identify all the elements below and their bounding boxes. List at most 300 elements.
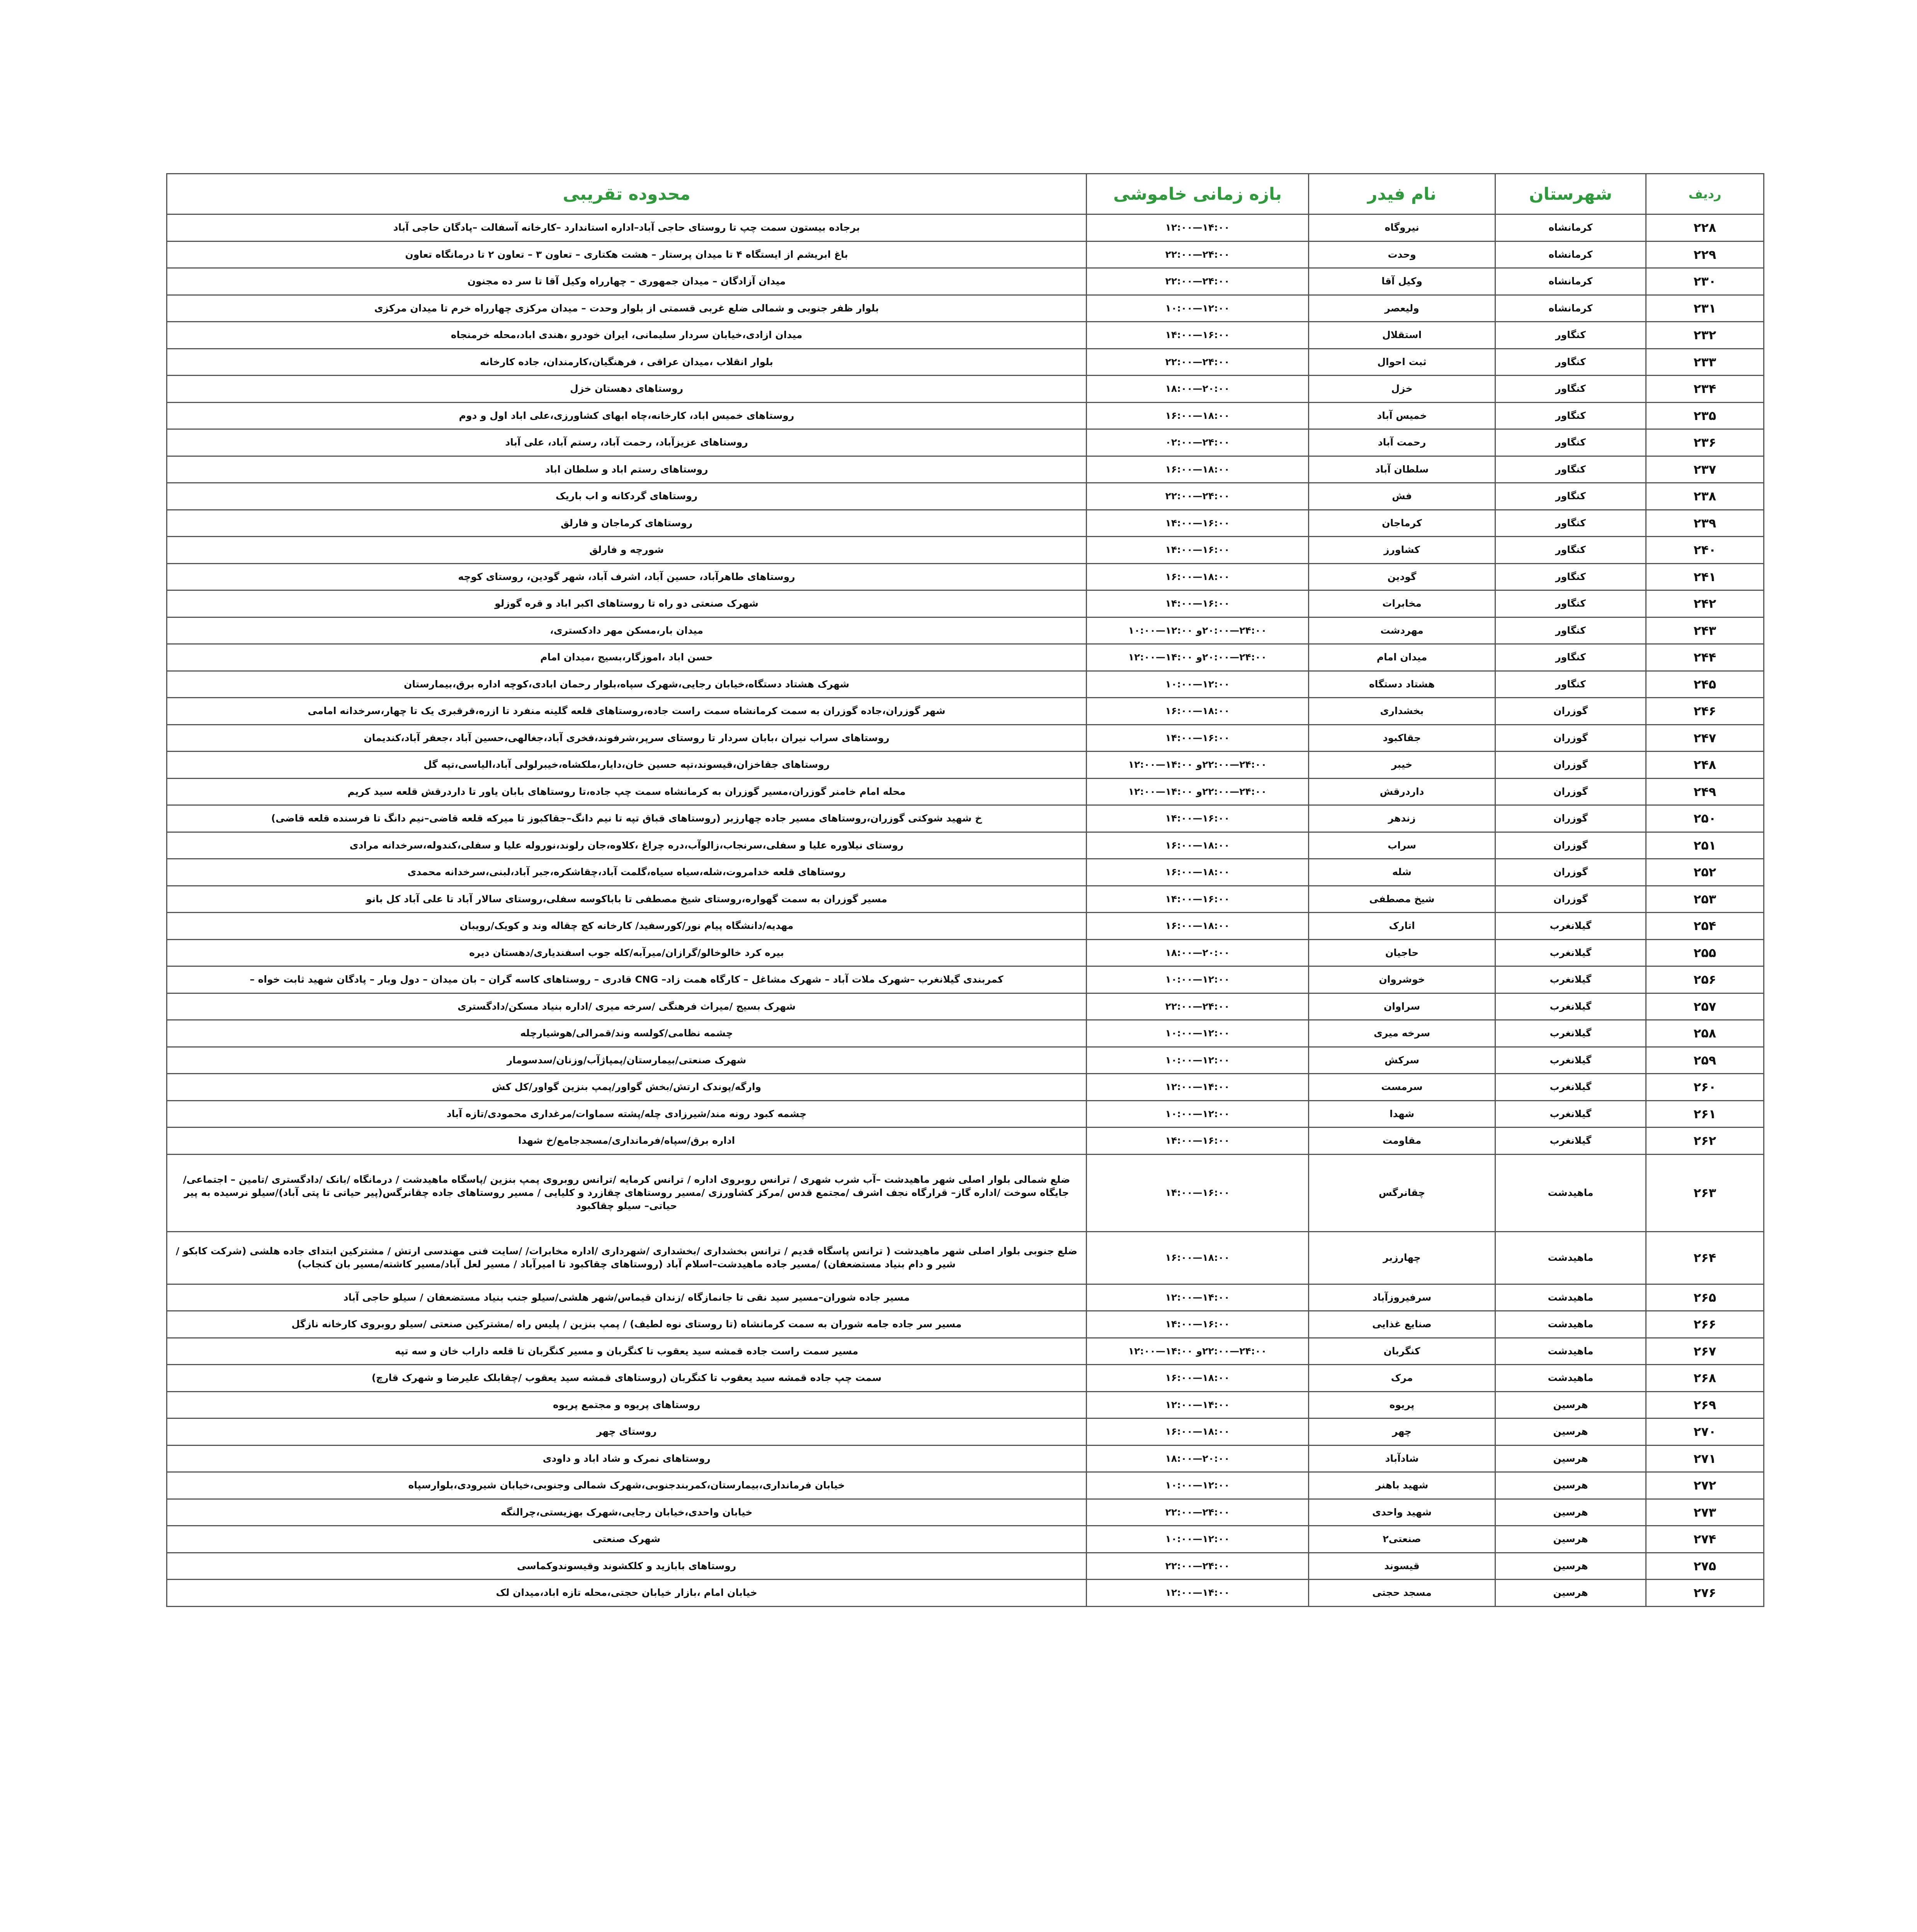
cell-row-number: ۲۵۹ [1646, 1047, 1764, 1074]
cell-city: گیلانغرب [1495, 939, 1646, 966]
cell-outage-time: ۱۶:۰۰—۱۴:۰۰ [1087, 724, 1309, 752]
cell-feeder: چهر [1309, 1418, 1495, 1446]
table-row [167, 1128, 1764, 1155]
cell-outage-time: ۱۴:۰۰—۱۲:۰۰ [1087, 1580, 1309, 1607]
cell-row-number: ۲۲۹ [1646, 241, 1764, 268]
cell-area: شهرک بسیج /میراث فرهنگی /سرخه میری /اداره بنیاد مسکن/دادگستری [167, 993, 1087, 1020]
cell-area: خیابان امام ،بازار خیابان حجتی،محله تازه اباد،میدان لک [167, 1580, 1087, 1607]
cell-city: گیلانغرب [1495, 993, 1646, 1020]
table-row [167, 617, 1764, 644]
cell-outage-time: ۱۸:۰۰—۱۶:۰۰ [1087, 1418, 1309, 1446]
cell-area: مسیر جاده شوران–مسیر سید نقی تا جانمازگاه /زندان قیماس/شهر هلشی/سیلو جنب بنیاد مستضعفان / سیلو حاجی آباد [167, 1284, 1087, 1311]
cell-area: بلوار انقلاب ،میدان عراقی ، فرهنگیان،کارمندان، جاده کارخانه [167, 349, 1087, 376]
cell-feeder: نیروگاه [1309, 214, 1495, 242]
cell-row-number: ۲۷۳ [1646, 1499, 1764, 1526]
cell-outage-time: ۱۲:۰۰—۱۰:۰۰ [1087, 966, 1309, 993]
cell-city: کنگاور [1495, 563, 1646, 590]
cell-outage-time: ۱۴:۰۰—۱۲:۰۰ [1087, 214, 1309, 242]
cell-outage-time: ۲۴:۰۰—۲۰:۰۰و ۱۲:۰۰—۱۰:۰۰ [1087, 617, 1309, 644]
cell-row-number: ۲۵۰ [1646, 805, 1764, 832]
cell-city: کنگاور [1495, 376, 1646, 403]
cell-city: کنگاور [1495, 617, 1646, 644]
cell-row-number: ۲۵۳ [1646, 886, 1764, 913]
cell-row-number: ۲۵۸ [1646, 1020, 1764, 1047]
cell-area: مسیر سر جاده جامه شوران به سمت کرمانشاه (تا روستای نوه لطیف) / پمپ بنزین / پلیس راه /مشترکین صنعتی /سیلو روبروی کارخانه نازگل [167, 1311, 1087, 1338]
table-row [167, 832, 1764, 859]
cell-feeder: ولیعصر [1309, 295, 1495, 322]
cell-area: ضلع جنوبی بلوار اصلی شهر ماهیدشت ( ترانس پاسگاه قدیم / ترانس بخشداری /بخشداری /شهرداری /اداره مخابرات/ /سایت فنی مهندسی ارتش / مشترکین ابتدای جاده هلشی (شرکت کابکو / شیر و دام بنیاد مستضعفان) /مسیر جاده ماهیدشت–اسلام آباد (روستاهای چقاکبود تا امیرآباد / مسیر لعل آباد/مسیر کاشته/مسیر بان کنجاب) [167, 1231, 1087, 1284]
table-row [167, 1418, 1764, 1446]
cell-row-number: ۲۵۴ [1646, 913, 1764, 940]
cell-feeder: استقلال [1309, 322, 1495, 349]
cell-outage-time: ۲۰:۰۰—۱۸:۰۰ [1087, 1445, 1309, 1472]
cell-row-number: ۲۴۷ [1646, 724, 1764, 752]
table-row [167, 1526, 1764, 1553]
table-row [167, 671, 1764, 698]
cell-feeder: هشتاد دستگاه [1309, 671, 1495, 698]
cell-city: گیلانغرب [1495, 1100, 1646, 1128]
cell-area: برجاده بیستون سمت چپ تا روستای حاجی آباد–اداره استاندارد –کارخانه آسفالت –پادگان حاجی آباد [167, 214, 1087, 242]
cell-feeder: چقانرگس [1309, 1154, 1495, 1231]
cell-feeder: مسجد حجتی [1309, 1580, 1495, 1607]
cell-area: چشمه نظامی/کولسه وند/قمرالی/هوشیارچله [167, 1020, 1087, 1047]
cell-feeder: سراب [1309, 832, 1495, 859]
cell-area: شورچه و فارلق [167, 537, 1087, 564]
cell-area: مهدیه/دانشگاه پیام نور/کورسفید/ کارخانه کچ چقاله وند و کویک/رویبان [167, 913, 1087, 940]
cell-row-number: ۲۶۰ [1646, 1074, 1764, 1101]
cell-feeder: شهدا [1309, 1100, 1495, 1128]
cell-city: هرسین [1495, 1580, 1646, 1607]
cell-city: کنگاور [1495, 537, 1646, 564]
cell-row-number: ۲۴۰ [1646, 537, 1764, 564]
cell-city: کرمانشاه [1495, 295, 1646, 322]
cell-area: وارگه/پوندک ارتش/بخش گواور/پمپ بنزین گواور/کل کش [167, 1074, 1087, 1101]
cell-row-number: ۲۴۸ [1646, 752, 1764, 779]
table-row [167, 1338, 1764, 1365]
cell-city: کرمانشاه [1495, 241, 1646, 268]
cell-row-number: ۲۵۵ [1646, 939, 1764, 966]
cell-city: گیلانغرب [1495, 1074, 1646, 1101]
cell-row-number: ۲۳۷ [1646, 456, 1764, 483]
cell-outage-time: ۲۴:۰۰—۲۲:۰۰ [1087, 993, 1309, 1020]
cell-outage-time: ۱۶:۰۰—۱۴:۰۰ [1087, 590, 1309, 617]
cell-area: باغ ابریشم از ایستگاه ۴ تا میدان پرستار – هشت هکتاری – تعاون ۳ – تعاون ۲ تا درمانگاه تعاون [167, 241, 1087, 268]
cell-city: هرسین [1495, 1418, 1646, 1446]
cell-row-number: ۲۴۹ [1646, 778, 1764, 805]
cell-area: کمربندی گیلانغرب –شهرک ملات آباد – شهرک مشاغل – کارگاه همت زاد– CNG قادری – روستاهای کاسه گران – بان میدان – دول وبار – پادگان شهید ثابت خواه – [167, 966, 1087, 993]
cell-outage-time: ۲۰:۰۰—۱۸:۰۰ [1087, 376, 1309, 403]
cell-area: روستاهای خمیس اباد، کارخانه،چاه ابهای کشاورزی،علی اباد اول و دوم [167, 402, 1087, 429]
cell-city: گوزران [1495, 805, 1646, 832]
cell-feeder: خوشروان [1309, 966, 1495, 993]
cell-area: خ شهید شوکتی گوزران،روستاهای مسیر جاده چهارزبر (روستاهای قباق تپه تا نیم دانگ–جقاکبوز تا میرکه قلعه قاضی–نیم دانگ تا فرسنده قلعه قاضی) [167, 805, 1087, 832]
table-row [167, 241, 1764, 268]
cell-feeder: مهردشت [1309, 617, 1495, 644]
cell-outage-time: ۱۲:۰۰—۱۰:۰۰ [1087, 1047, 1309, 1074]
header-row-number: ردیف [1646, 174, 1764, 214]
cell-outage-time: ۱۸:۰۰—۱۶:۰۰ [1087, 456, 1309, 483]
cell-feeder: سرفیروزآباد [1309, 1284, 1495, 1311]
cell-row-number: ۲۶۵ [1646, 1284, 1764, 1311]
cell-row-number: ۲۷۵ [1646, 1553, 1764, 1580]
cell-row-number: ۲۳۸ [1646, 483, 1764, 510]
cell-area: شهرک صنعتی/بیمارستان/پمپاژآب/وزنان/سدسومار [167, 1047, 1087, 1074]
cell-row-number: ۲۴۴ [1646, 644, 1764, 671]
table-row [167, 510, 1764, 537]
cell-row-number: ۲۷۱ [1646, 1445, 1764, 1472]
cell-outage-time: ۱۸:۰۰—۱۶:۰۰ [1087, 563, 1309, 590]
cell-outage-time: ۲۴:۰۰—۲۲:۰۰و ۱۴:۰۰—۱۲:۰۰ [1087, 752, 1309, 779]
cell-outage-time: ۱۴:۰۰—۱۲:۰۰ [1087, 1074, 1309, 1101]
cell-area: شهر گوزران،جاده گوزران به سمت کرمانشاه سمت راست جاده،روستاهای قلعه گلینه منفرد تا ازره،قرقبری یک تا چهار،سرخدانه امامی [167, 698, 1087, 725]
cell-outage-time: ۱۲:۰۰—۱۰:۰۰ [1087, 1100, 1309, 1128]
table-row [167, 456, 1764, 483]
cell-feeder: بخشداری [1309, 698, 1495, 725]
cell-outage-time: ۲۴:۰۰—۲۲:۰۰ [1087, 268, 1309, 295]
cell-feeder: خزل [1309, 376, 1495, 403]
cell-city: کنگاور [1495, 483, 1646, 510]
cell-outage-time: ۱۶:۰۰—۱۴:۰۰ [1087, 805, 1309, 832]
cell-feeder: سراوان [1309, 993, 1495, 1020]
cell-row-number: ۲۴۳ [1646, 617, 1764, 644]
cell-area: روستاهای دهستان خزل [167, 376, 1087, 403]
cell-row-number: ۲۳۴ [1646, 376, 1764, 403]
table-row [167, 268, 1764, 295]
cell-row-number: ۲۳۹ [1646, 510, 1764, 537]
header-area: محدوده تقریبی [167, 174, 1087, 214]
cell-city: گیلانغرب [1495, 966, 1646, 993]
cell-area: روستاهای گردکانه و اب باریک [167, 483, 1087, 510]
cell-area: ضلع شمالی بلوار اصلی شهر ماهیدشت –آب شرب شهری / ترانس روبروی اداره / ترانس کرمایه /ترانس روبروی پمپ بنزین /پاسگاه ماهیدشت / درمانگاه /بانک /دادگستری /تامین – اجتماعی/جایگاه سوخت /اداره گاز– قرارگاه نجف اشرف /مجتمع قدس /مرکز کشاورزی /مسیر روستاهای چقازرد و کلیایی / مسیر روستاهای جاده چقانرگس(پیر حیاتی تا پتی آباد)/سیلو نرسیده به پیر حیاتی– سیلو چقاکبود [167, 1154, 1087, 1231]
cell-city: ماهیدشت [1495, 1231, 1646, 1284]
cell-city: گوزران [1495, 752, 1646, 779]
cell-area: محله امام خامنر گوزران،مسیر گوزران به کرمانشاه سمت چپ جاده،تا روستاهای بابان یاور تا داردرقش قلعه سید کریم [167, 778, 1087, 805]
cell-city: کنگاور [1495, 510, 1646, 537]
cell-outage-time: ۱۶:۰۰—۱۴:۰۰ [1087, 886, 1309, 913]
table-row [167, 1100, 1764, 1128]
table-row [167, 913, 1764, 940]
cell-outage-time: ۲۴:۰۰—۲۲:۰۰و ۱۴:۰۰—۱۲:۰۰ [1087, 1338, 1309, 1365]
cell-outage-time: ۱۶:۰۰—۱۴:۰۰ [1087, 1154, 1309, 1231]
cell-row-number: ۲۷۶ [1646, 1580, 1764, 1607]
cell-area: روستاهای عزیزآباد، رحمت آباد، رستم آباد، علی آباد [167, 429, 1087, 456]
cell-outage-time: ۲۴:۰۰—۰۲:۰۰ [1087, 429, 1309, 456]
cell-area: روستای چهر [167, 1418, 1087, 1446]
cell-outage-time: ۱۸:۰۰—۱۶:۰۰ [1087, 1365, 1309, 1392]
cell-city: کرمانشاه [1495, 268, 1646, 295]
cell-city: هرسین [1495, 1499, 1646, 1526]
cell-city: گیلانغرب [1495, 1020, 1646, 1047]
cell-city: کرمانشاه [1495, 214, 1646, 242]
cell-row-number: ۲۳۶ [1646, 429, 1764, 456]
cell-feeder: شهید واحدی [1309, 1499, 1495, 1526]
cell-feeder: سرکش [1309, 1047, 1495, 1074]
cell-area: روستاهای پریوه و مجتمع پریوه [167, 1391, 1087, 1418]
outage-table [166, 173, 1764, 1607]
cell-outage-time: ۱۶:۰۰—۱۴:۰۰ [1087, 510, 1309, 537]
cell-outage-time: ۱۸:۰۰—۱۶:۰۰ [1087, 402, 1309, 429]
cell-outage-time: ۲۴:۰۰—۲۲:۰۰ [1087, 483, 1309, 510]
table-row [167, 1553, 1764, 1580]
cell-area: حسن اباد ،اموزگار،بسیج ،میدان امام [167, 644, 1087, 671]
table-row [167, 752, 1764, 779]
cell-feeder: داردرقش [1309, 778, 1495, 805]
cell-area: روستاهای طاهرآباد، حسین آباد، اشرف آباد، شهر گودین، روستای کوچه [167, 563, 1087, 590]
cell-city: گوزران [1495, 886, 1646, 913]
table-row [167, 778, 1764, 805]
cell-row-number: ۲۷۴ [1646, 1526, 1764, 1553]
cell-city: کنگاور [1495, 402, 1646, 429]
table-row [167, 214, 1764, 242]
cell-city: گیلانغرب [1495, 1047, 1646, 1074]
cell-feeder: صنعتی۲ [1309, 1526, 1495, 1553]
cell-outage-time: ۱۸:۰۰—۱۶:۰۰ [1087, 832, 1309, 859]
cell-area: میدان آزادگان – میدان جمهوری – چهارراه وکیل آقا تا سر ده مجنون [167, 268, 1087, 295]
cell-feeder: جقاکبود [1309, 724, 1495, 752]
cell-feeder: صنایع غذایی [1309, 1311, 1495, 1338]
table-row [167, 563, 1764, 590]
cell-feeder: شادآباد [1309, 1445, 1495, 1472]
cell-outage-time: ۲۴:۰۰—۲۲:۰۰ [1087, 1553, 1309, 1580]
cell-row-number: ۲۳۱ [1646, 295, 1764, 322]
table-row [167, 805, 1764, 832]
cell-city: کنگاور [1495, 349, 1646, 376]
table-row [167, 590, 1764, 617]
cell-area: چشمه کبود رونه مند/شیرزادی چله/پشته سماوات/مرغداری محمودی/تازه آباد [167, 1100, 1087, 1128]
cell-outage-time: ۲۰:۰۰—۱۸:۰۰ [1087, 939, 1309, 966]
cell-row-number: ۲۶۱ [1646, 1100, 1764, 1128]
cell-outage-time: ۱۸:۰۰—۱۶:۰۰ [1087, 859, 1309, 886]
table-row [167, 724, 1764, 752]
table-row [167, 376, 1764, 403]
cell-area: بلوار ظفر جنوبی و شمالی ضلع غربی قسمتی از بلوار وحدت – میدان مرکزی چهارراه خرم تا میدان مرکزی [167, 295, 1087, 322]
cell-city: ماهیدشت [1495, 1284, 1646, 1311]
cell-area: خیابان فرمانداری،بیمارستان،کمربندجنوبی،شهرک شمالی وجنوبی،خیابان شیرودی،بلوارسپاه [167, 1472, 1087, 1499]
table-row [167, 1365, 1764, 1392]
cell-feeder: سلطان آباد [1309, 456, 1495, 483]
cell-outage-time: ۱۲:۰۰—۱۰:۰۰ [1087, 1526, 1309, 1553]
cell-feeder: اتارک [1309, 913, 1495, 940]
table-row [167, 993, 1764, 1020]
cell-row-number: ۲۵۶ [1646, 966, 1764, 993]
cell-row-number: ۲۵۱ [1646, 832, 1764, 859]
cell-area: روستاهای نمرک و شاد اباد و داودی [167, 1445, 1087, 1472]
cell-area: شهرک صنعتی دو راه تا روستاهای اکبر اباد و قره گوزلو [167, 590, 1087, 617]
table-header-row [167, 174, 1764, 214]
cell-city: ماهیدشت [1495, 1154, 1646, 1231]
cell-area: مسیر سمت راست جاده قمشه سید یعقوب تا کنگربان و مسیر کنگربان تا قلعه داراب خان و سه تپه [167, 1338, 1087, 1365]
cell-feeder: شله [1309, 859, 1495, 886]
table-row [167, 939, 1764, 966]
table-row [167, 1284, 1764, 1311]
cell-city: کنگاور [1495, 429, 1646, 456]
cell-feeder: شهید باهنر [1309, 1472, 1495, 1499]
cell-area: روستاهای رستم اباد و سلطان اباد [167, 456, 1087, 483]
cell-city: کنگاور [1495, 456, 1646, 483]
table-row [167, 698, 1764, 725]
cell-outage-time: ۱۲:۰۰—۱۰:۰۰ [1087, 295, 1309, 322]
cell-city: گیلانغرب [1495, 913, 1646, 940]
cell-row-number: ۲۶۴ [1646, 1231, 1764, 1284]
cell-feeder: خیبر [1309, 752, 1495, 779]
cell-city: هرسین [1495, 1391, 1646, 1418]
table-row [167, 1231, 1764, 1284]
cell-area: روستاهای کرماجان و فارلق [167, 510, 1087, 537]
cell-feeder: وکیل آقا [1309, 268, 1495, 295]
cell-outage-time: ۱۸:۰۰—۱۶:۰۰ [1087, 913, 1309, 940]
cell-city: کنگاور [1495, 590, 1646, 617]
cell-outage-time: ۱۴:۰۰—۱۲:۰۰ [1087, 1284, 1309, 1311]
cell-feeder: سرمست [1309, 1074, 1495, 1101]
cell-area: شهرک هشتاد دستگاه،خیابان رجایی،شهرک سپاه،بلوار رحمان ابادی،کوچه اداره برق،بیمارستان [167, 671, 1087, 698]
cell-feeder: مقاومت [1309, 1128, 1495, 1155]
cell-feeder: چهارزبر [1309, 1231, 1495, 1284]
table-row [167, 537, 1764, 564]
table-body [167, 214, 1764, 1607]
table-row [167, 483, 1764, 510]
cell-outage-time: ۲۴:۰۰—۲۲:۰۰ [1087, 241, 1309, 268]
cell-outage-time: ۲۴:۰۰—۲۲:۰۰ [1087, 349, 1309, 376]
cell-city: کنگاور [1495, 644, 1646, 671]
cell-area: روستاهای قلعه خدامروت،شله،سیاه سیاه،گلمت آباد،چقاشکره،جبر آباد،لبنی،سرخدانه محمدی [167, 859, 1087, 886]
cell-row-number: ۲۴۵ [1646, 671, 1764, 698]
cell-city: ماهیدشت [1495, 1338, 1646, 1365]
cell-area: مسیر گوزران به سمت گهواره،روستای شیخ مصطفی تا باباکوسه سفلی،روستای سالار آباد تا علی آباد کل بانو [167, 886, 1087, 913]
table-row [167, 1311, 1764, 1338]
cell-feeder: شیخ مصطفی [1309, 886, 1495, 913]
cell-area: روستاهای سراب نیران ،بابان سردار تا روستای سرپر،شرفوند،فخری آباد،جغالهی،حسین آباد ،جعفر آباد،کندیمان [167, 724, 1087, 752]
cell-area: اداره برق/سپاه/فرمانداری/مسجدجامع/خ شهدا [167, 1128, 1087, 1155]
cell-feeder: حاجیان [1309, 939, 1495, 966]
table-row [167, 1020, 1764, 1047]
cell-area: روستاهای جقاخزان،قیسوند،تپه حسین خان،دایار،ملکشاه،خیبرلولی آباد،الیاسی،تپه گل [167, 752, 1087, 779]
header-city: شهرستان [1495, 174, 1646, 214]
table-row [167, 429, 1764, 456]
cell-feeder: قیسوند [1309, 1553, 1495, 1580]
cell-area: سمت چپ جاده قمشه سید یعقوب تا کنگربان (روستاهای قمشه سید یعقوب /چقابلک علیرضا و شهرک قارچ) [167, 1365, 1087, 1392]
cell-area: بیره کرد خالوخالو/گرازان/میرآبه/کله جوب اسفندیاری/دهستان دیره [167, 939, 1087, 966]
cell-outage-time: ۱۸:۰۰—۱۶:۰۰ [1087, 1231, 1309, 1284]
cell-row-number: ۲۶۸ [1646, 1365, 1764, 1392]
cell-feeder: رحمت آباد [1309, 429, 1495, 456]
outage-schedule-sheet [166, 173, 1754, 1607]
cell-outage-time: ۱۲:۰۰—۱۰:۰۰ [1087, 1020, 1309, 1047]
cell-outage-time: ۲۴:۰۰—۲۲:۰۰و ۱۴:۰۰—۱۲:۰۰ [1087, 778, 1309, 805]
cell-city: هرسین [1495, 1553, 1646, 1580]
cell-feeder: کنگربان [1309, 1338, 1495, 1365]
table-row [167, 966, 1764, 993]
table-row [167, 322, 1764, 349]
cell-city: ماهیدشت [1495, 1311, 1646, 1338]
cell-city: کنگاور [1495, 322, 1646, 349]
cell-city: ماهیدشت [1495, 1365, 1646, 1392]
table-row [167, 886, 1764, 913]
cell-row-number: ۲۳۰ [1646, 268, 1764, 295]
cell-city: گوزران [1495, 724, 1646, 752]
cell-city: گوزران [1495, 832, 1646, 859]
cell-outage-time: ۱۶:۰۰—۱۴:۰۰ [1087, 537, 1309, 564]
cell-feeder: پریوه [1309, 1391, 1495, 1418]
cell-area: روستاهای بابازید و کلکشوند وقیسوندوکماسی [167, 1553, 1087, 1580]
table-row [167, 859, 1764, 886]
cell-row-number: ۲۷۰ [1646, 1418, 1764, 1446]
cell-city: گیلانغرب [1495, 1128, 1646, 1155]
cell-outage-time: ۱۸:۰۰—۱۶:۰۰ [1087, 698, 1309, 725]
cell-row-number: ۲۳۳ [1646, 349, 1764, 376]
cell-row-number: ۲۴۱ [1646, 563, 1764, 590]
cell-outage-time: ۲۴:۰۰—۲۲:۰۰ [1087, 1499, 1309, 1526]
cell-feeder: وحدت [1309, 241, 1495, 268]
cell-feeder: مرک [1309, 1365, 1495, 1392]
cell-row-number: ۲۴۲ [1646, 590, 1764, 617]
cell-city: هرسین [1495, 1526, 1646, 1553]
cell-row-number: ۲۲۸ [1646, 214, 1764, 242]
cell-feeder: گودین [1309, 563, 1495, 590]
cell-row-number: ۲۶۶ [1646, 1311, 1764, 1338]
table-row [167, 1472, 1764, 1499]
cell-outage-time: ۱۶:۰۰—۱۴:۰۰ [1087, 1311, 1309, 1338]
table-row [167, 1154, 1764, 1231]
table-row [167, 1391, 1764, 1418]
header-outage-time: بازه زمانی خاموشی [1087, 174, 1309, 214]
cell-row-number: ۲۵۲ [1646, 859, 1764, 886]
table-row [167, 1445, 1764, 1472]
table-row [167, 402, 1764, 429]
cell-city: هرسین [1495, 1445, 1646, 1472]
cell-feeder: میدان امام [1309, 644, 1495, 671]
cell-outage-time: ۱۶:۰۰—۱۴:۰۰ [1087, 1128, 1309, 1155]
cell-city: هرسین [1495, 1472, 1646, 1499]
cell-row-number: ۲۶۲ [1646, 1128, 1764, 1155]
cell-row-number: ۲۳۲ [1646, 322, 1764, 349]
table-row [167, 644, 1764, 671]
cell-outage-time: ۱۲:۰۰—۱۰:۰۰ [1087, 1472, 1309, 1499]
cell-city: گوزران [1495, 778, 1646, 805]
cell-feeder: زندهر [1309, 805, 1495, 832]
cell-outage-time: ۱۲:۰۰—۱۰:۰۰ [1087, 671, 1309, 698]
cell-row-number: ۲۷۲ [1646, 1472, 1764, 1499]
cell-row-number: ۲۶۷ [1646, 1338, 1764, 1365]
cell-row-number: ۲۵۷ [1646, 993, 1764, 1020]
cell-feeder: کرماجان [1309, 510, 1495, 537]
table-row [167, 1499, 1764, 1526]
cell-city: گوزران [1495, 859, 1646, 886]
table-row [167, 1047, 1764, 1074]
cell-feeder: فش [1309, 483, 1495, 510]
cell-outage-time: ۱۶:۰۰—۱۴:۰۰ [1087, 322, 1309, 349]
table-row [167, 349, 1764, 376]
cell-area: روستای نیلاوره علیا و سفلی،سرنجاب،زالوآب،دره چراغ ،کلاوه،جان رلوند،نوروله علیا و سفلی،کندوله،سرخدانه مرادی [167, 832, 1087, 859]
table-row [167, 295, 1764, 322]
cell-feeder: سرخه میری [1309, 1020, 1495, 1047]
cell-area: شهرک صنعتی [167, 1526, 1087, 1553]
cell-outage-time: ۲۴:۰۰—۲۰:۰۰و ۱۴:۰۰—۱۲:۰۰ [1087, 644, 1309, 671]
cell-feeder: خمیس آباد [1309, 402, 1495, 429]
cell-row-number: ۲۴۶ [1646, 698, 1764, 725]
cell-row-number: ۲۳۵ [1646, 402, 1764, 429]
table-row [167, 1580, 1764, 1607]
header-feeder: نام فیدر [1309, 174, 1495, 214]
cell-city: گوزران [1495, 698, 1646, 725]
table-row [167, 1074, 1764, 1101]
cell-feeder: مخابرات [1309, 590, 1495, 617]
cell-area: خیابان واحدی،خیابان رجایی،شهرک بهزیستی،چرالنگه [167, 1499, 1087, 1526]
cell-row-number: ۲۶۹ [1646, 1391, 1764, 1418]
cell-area: میدان ازادی،خیابان سردار سلیمانی، ایران خودرو ،هندی اباد،محله خرمنجاه [167, 322, 1087, 349]
cell-area: میدان بار،مسکن مهر دادکستری، [167, 617, 1087, 644]
cell-feeder: کشاورز [1309, 537, 1495, 564]
cell-feeder: ثبت احوال [1309, 349, 1495, 376]
